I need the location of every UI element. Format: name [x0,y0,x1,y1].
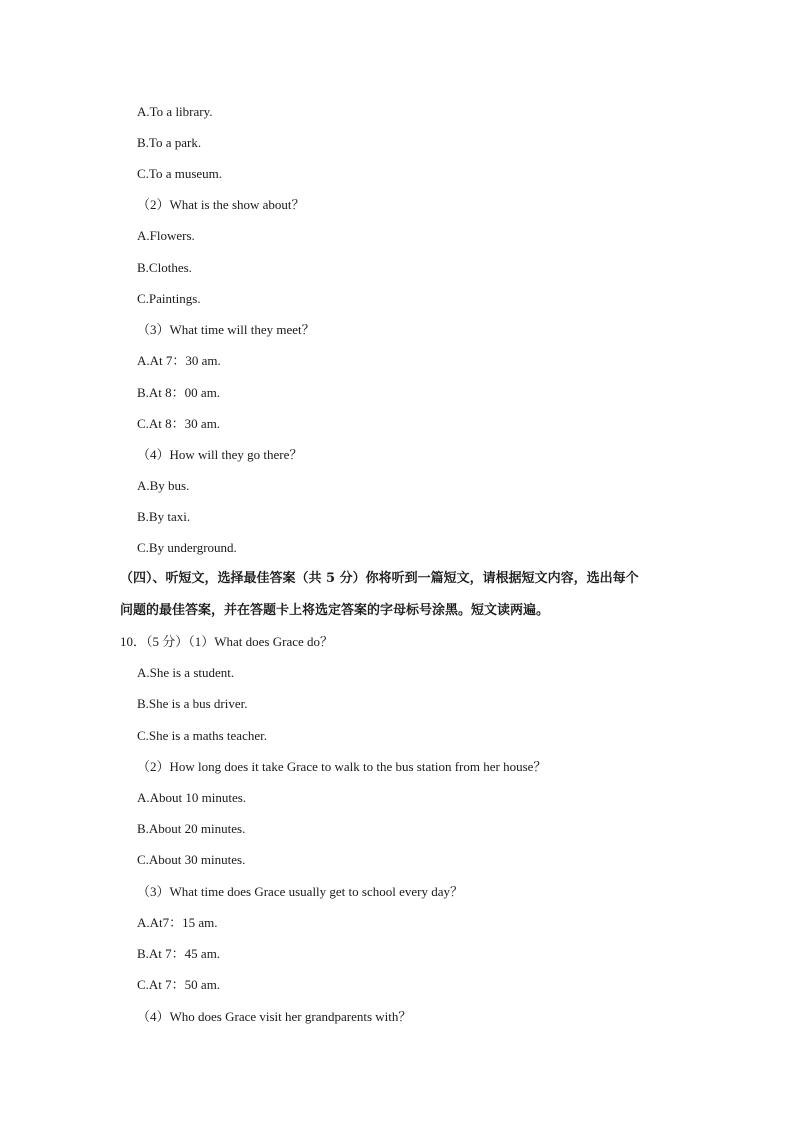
option-c: C.At 8：30 am. [137,416,221,431]
section-heading-line-2: 问题的最佳答案，并在答题卡上将选定答案的字母标号涂黑。短文读两遍。 [120,603,550,618]
option-a: A.By bus. [137,478,190,493]
option-a: A.To a library. [137,104,213,119]
option-a: A.At 7：30 am. [137,353,221,368]
option-a: A.Flowers. [137,228,195,243]
question-2: （2）How long does it take Grace to walk to the bus station from her house？ [137,759,547,774]
question-3: （3）What time will they meet？ [137,322,315,337]
option-b: B.At 7：45 am. [137,946,221,961]
option-b: B.About 20 minutes. [137,821,246,836]
question-3: （3）What time does Grace usually get to school every day？ [137,884,463,899]
option-c: C.At 7：50 am. [137,977,221,992]
option-a: A.About 10 minutes. [137,790,247,805]
option-c: C.By underground. [137,540,237,555]
question-2: （2）What is the show about？ [137,197,305,212]
question-4: （4）How will they go there？ [137,447,303,462]
question-10-1: 10．（5 分）（1）What does Grace do？ [120,634,334,649]
option-b: B.To a park. [137,135,202,150]
option-a: A.She is a student. [137,665,235,680]
option-b: B.By taxi. [137,509,191,524]
option-c: C.To a museum. [137,166,223,181]
option-b: B.Clothes. [137,260,192,275]
option-a: A.At7：15 am. [137,915,218,930]
option-c: C.About 30 minutes. [137,852,246,867]
option-b: B.She is a bus driver. [137,696,248,711]
option-c: C.Paintings. [137,291,201,306]
question-4: （4）Who does Grace visit her grandparents with？ [137,1009,412,1024]
option-c: C.She is a maths teacher. [137,728,267,743]
section-heading-line-1: （四）、听短文，选择最佳答案（共 5 分）你将听到一篇短文，请根据短文内容，选出每个 [120,571,639,586]
option-b: B.At 8：00 am. [137,385,221,400]
